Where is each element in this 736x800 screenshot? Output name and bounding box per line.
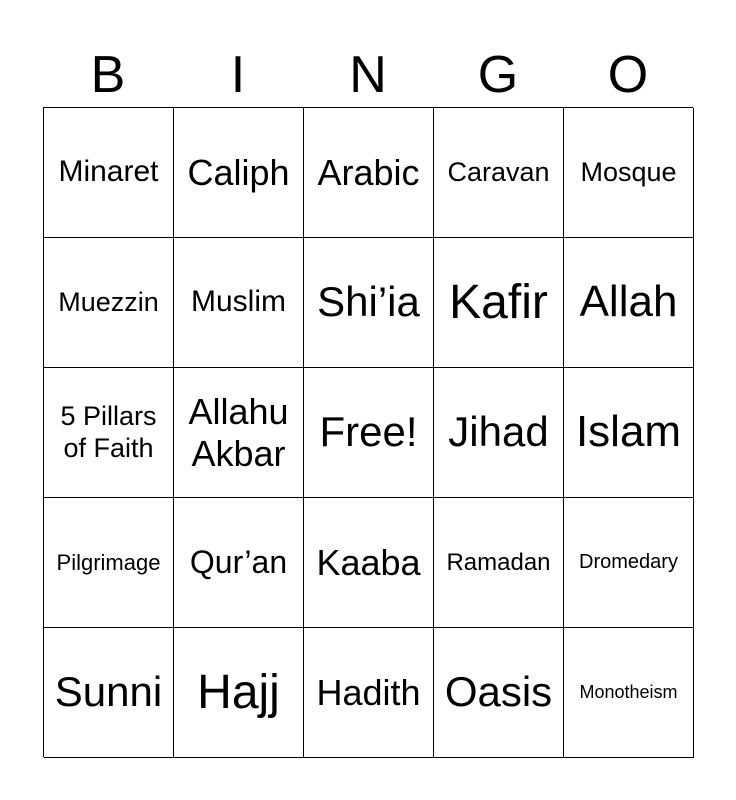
bingo-cell: Hadith <box>304 628 434 758</box>
bingo-cell: Ramadan <box>434 498 564 628</box>
bingo-cell: Islam <box>564 368 694 498</box>
header-letter-b: B <box>90 46 126 104</box>
bingo-header <box>43 40 693 110</box>
bingo-cell: Shi’ia <box>304 238 434 368</box>
bingo-cell: Caravan <box>434 108 564 238</box>
header-letter-o: O <box>607 46 649 104</box>
header-letter-n: N <box>349 46 387 104</box>
bingo-cell: Muslim <box>174 238 304 368</box>
header-letter-i: I <box>230 46 246 104</box>
bingo-cell: Mosque <box>564 108 694 238</box>
bingo-cell: Qur’an <box>174 498 304 628</box>
bingo-cell: Monotheism <box>564 628 694 758</box>
bingo-cell: Oasis <box>434 628 564 758</box>
bingo-cell: Kaaba <box>304 498 434 628</box>
bingo-cell: Sunni <box>44 628 174 758</box>
bingo-cell: Caliph <box>174 108 304 238</box>
bingo-cell: Jihad <box>434 368 564 498</box>
bingo-cell: Allah <box>564 238 694 368</box>
bingo-board <box>43 107 693 757</box>
header-letter-g: G <box>477 46 519 104</box>
bingo-cell: Hajj <box>174 628 304 758</box>
bingo-cell: Muezzin <box>44 238 174 368</box>
bingo-cell: Arabic <box>304 108 434 238</box>
bingo-cell: Kafir <box>434 238 564 368</box>
bingo-cell: Minaret <box>44 108 174 238</box>
bingo-cell: Pilgrimage <box>44 498 174 628</box>
bingo-cell: 5 Pillars of Faith <box>44 368 174 498</box>
bingo-cell: Dromedary <box>564 498 694 628</box>
free-space-cell: Free! <box>304 368 434 498</box>
bingo-cell: Allahu Akbar <box>174 368 304 498</box>
